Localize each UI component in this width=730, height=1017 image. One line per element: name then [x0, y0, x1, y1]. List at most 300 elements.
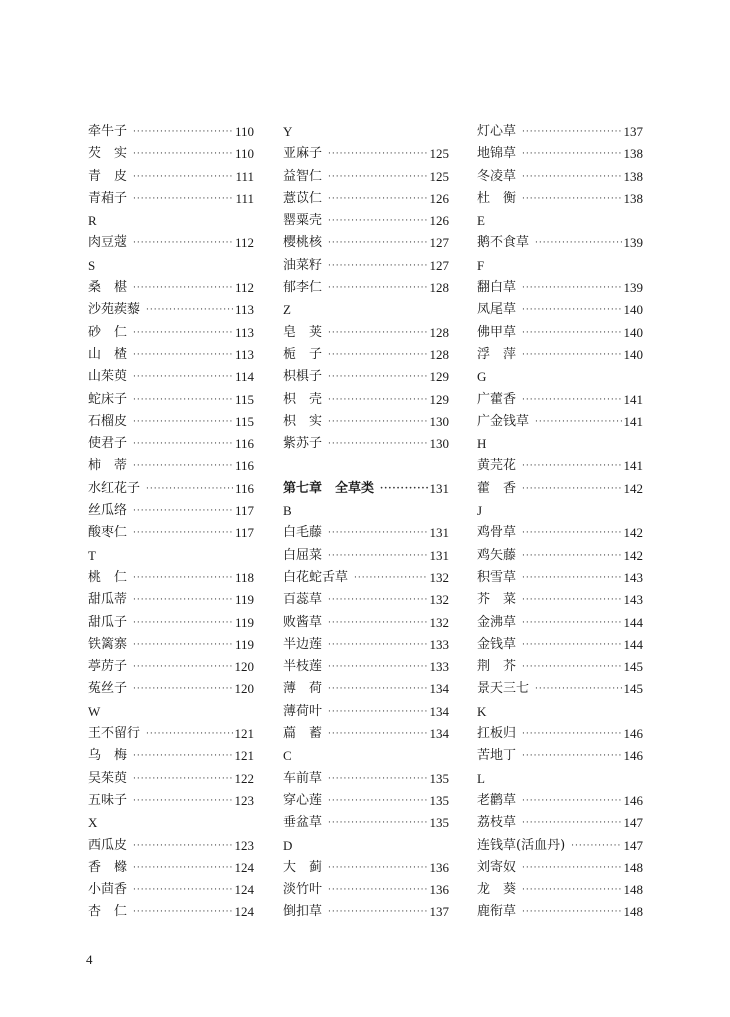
- entry-page-number: 133: [429, 636, 449, 652]
- letter-heading: Z: [283, 302, 291, 318]
- dot-leader: [522, 656, 621, 678]
- entry-name: 青葙子: [88, 190, 128, 206]
- entry-name: 栀 子: [283, 346, 323, 362]
- dot-leader: [133, 411, 233, 433]
- letter-heading: K: [477, 703, 487, 719]
- entry-page-number: 119: [234, 592, 254, 608]
- index-entry: [283, 433, 449, 455]
- dot-leader: [328, 232, 427, 254]
- entry-name: 浮 萍: [477, 346, 517, 362]
- entry-page-number: 148: [623, 859, 643, 875]
- dot-leader: [328, 322, 427, 344]
- index-entry: [477, 678, 643, 700]
- letter-heading: D: [283, 837, 293, 853]
- entry-page-number: 131: [429, 525, 449, 541]
- dot-leader: [328, 701, 427, 723]
- chapter-heading: [283, 478, 449, 500]
- index-entry: [88, 411, 254, 433]
- entry-page-number: 148: [623, 904, 643, 920]
- dot-leader: [133, 857, 232, 879]
- index-entry: [88, 612, 254, 634]
- entry-page-number: 121: [234, 748, 254, 764]
- entry-name: 垂盆草: [283, 815, 323, 831]
- dot-leader: [133, 790, 232, 812]
- entry-name: 金沸草: [477, 614, 517, 630]
- entry-name: 使君子: [88, 436, 128, 452]
- entry-name: 半边莲: [283, 636, 323, 652]
- entry-name: 甜瓜蒂: [88, 592, 128, 608]
- entry-page-number: 140: [623, 302, 643, 318]
- index-entry: [477, 790, 643, 812]
- entry-page-number: 124: [234, 904, 254, 920]
- index-entry: [283, 411, 449, 433]
- entry-page-number: 146: [623, 792, 643, 808]
- entry-name: 杜 衡: [477, 190, 517, 206]
- dot-leader: [133, 656, 232, 678]
- index-entry: [88, 188, 254, 210]
- entry-page-number: 130: [429, 436, 449, 452]
- index-column-1: [88, 121, 254, 924]
- entry-page-number: 129: [429, 369, 449, 385]
- index-entry: [477, 634, 643, 656]
- entry-name: 牵牛子: [88, 124, 128, 139]
- index-entry: [477, 344, 643, 366]
- entry-page-number: 116: [234, 436, 254, 452]
- entry-name: 龙 葵: [477, 882, 517, 898]
- entry-page-number: 147: [623, 815, 643, 831]
- index-entry: [88, 277, 254, 299]
- entry-name: 薄荷叶: [283, 703, 323, 719]
- entry-page-number: 141: [623, 413, 643, 429]
- entry-name: 石榴皮: [88, 413, 128, 429]
- entry-page-number: 140: [623, 346, 643, 362]
- entry-page-number: 134: [429, 726, 449, 742]
- entry-page-number: 133: [429, 659, 449, 675]
- entry-page-number: 143: [623, 569, 643, 585]
- dot-leader: [146, 478, 233, 500]
- entry-page-number: 145: [623, 659, 643, 675]
- entry-page-number: 111: [235, 168, 254, 184]
- dot-leader: [133, 188, 233, 210]
- dot-leader: [133, 567, 233, 589]
- entry-name: 倒扣草: [283, 904, 323, 920]
- entry-page-number: 148: [623, 882, 643, 898]
- letter-heading: J: [477, 503, 483, 519]
- entry-page-number: 141: [623, 391, 643, 407]
- entry-name: 小茴香: [88, 882, 128, 898]
- dot-leader: [522, 879, 621, 901]
- entry-name: 鸡矢藤: [477, 547, 517, 563]
- entry-name: 紫苏子: [283, 436, 323, 452]
- page-number: 4: [86, 952, 93, 967]
- entry-page-number: 146: [623, 748, 643, 764]
- dot-leader: [522, 121, 621, 143]
- dot-leader: [522, 745, 621, 767]
- entry-name: 沙苑蒺藜: [88, 302, 141, 318]
- entry-name: 金钱草: [477, 636, 517, 652]
- entry-name: 老鹳草: [477, 792, 517, 808]
- index-entry: [477, 143, 643, 165]
- entry-name: 败酱草: [283, 614, 323, 630]
- entry-page-number: 140: [623, 324, 643, 340]
- entry-name: 桃 仁: [88, 569, 128, 585]
- entry-name: 荆 芥: [477, 659, 517, 675]
- index-entry: [477, 612, 643, 634]
- entry-page-number: 129: [429, 391, 449, 407]
- entry-name: 丝瓜络: [88, 503, 128, 519]
- entry-page-number: 137: [429, 904, 449, 920]
- entry-name: 百蕊草: [283, 592, 323, 608]
- dot-leader: [328, 522, 427, 544]
- spacer: [283, 455, 449, 477]
- index-column-3: [477, 121, 643, 924]
- dot-leader: [328, 433, 427, 455]
- index-entry: [283, 678, 449, 700]
- index-entry: [477, 812, 643, 834]
- entry-page-number: 117: [234, 525, 254, 541]
- entry-name: 扛板归: [477, 726, 517, 742]
- dot-leader: [328, 188, 427, 210]
- entry-page-number: 124: [234, 882, 254, 898]
- entry-page-number: 141: [623, 458, 643, 474]
- letter-heading: H: [477, 436, 487, 452]
- entry-name: 车前草: [283, 770, 323, 786]
- dot-leader: [328, 723, 427, 745]
- index-entry: [477, 455, 643, 477]
- entry-page-number: 112: [234, 280, 254, 296]
- dot-leader: [133, 500, 233, 522]
- dot-leader: [328, 344, 427, 366]
- entry-name: 淡竹叶: [283, 882, 323, 898]
- dot-leader: [522, 143, 621, 165]
- entry-page-number: 134: [429, 681, 449, 697]
- dot-leader: [522, 589, 621, 611]
- dot-leader: [133, 745, 232, 767]
- index-entry: [283, 701, 449, 723]
- entry-page-number: 115: [234, 391, 254, 407]
- dot-leader: [522, 344, 621, 366]
- dot-leader: [133, 322, 233, 344]
- dot-leader: [328, 411, 427, 433]
- dot-leader: [133, 389, 233, 411]
- dot-leader: [328, 210, 427, 232]
- index-entry: [283, 277, 449, 299]
- entry-page-number: 119: [234, 636, 254, 652]
- entry-name: 乌 梅: [88, 748, 128, 764]
- entry-page-number: 146: [623, 726, 643, 742]
- entry-name: 皂 荚: [283, 324, 323, 340]
- index-entry: [88, 790, 254, 812]
- index-entry: [477, 166, 643, 188]
- index-entry: [477, 656, 643, 678]
- dot-leader: [522, 478, 621, 500]
- index-entry: [88, 389, 254, 411]
- entry-page-number: 135: [429, 792, 449, 808]
- entry-page-number: 132: [429, 569, 449, 585]
- dot-leader: [522, 723, 621, 745]
- dot-leader: [133, 835, 232, 857]
- index-entry: [88, 143, 254, 165]
- entry-name: 冬凌草: [477, 168, 517, 184]
- entry-page-number: 121: [234, 726, 254, 742]
- entry-name: 枳 壳: [283, 391, 323, 407]
- entry-page-number: 147: [623, 837, 643, 853]
- index-entry: [283, 589, 449, 611]
- index-entry: [88, 478, 254, 500]
- dot-leader: [522, 455, 621, 477]
- entry-page-number: 125: [429, 168, 449, 184]
- entry-page-number: 116: [234, 458, 254, 474]
- index-entry: [477, 545, 643, 567]
- index-entry: [283, 210, 449, 232]
- entry-name: 薄 荷: [283, 681, 323, 697]
- index-entry: [477, 567, 643, 589]
- index-entry: [477, 121, 643, 143]
- index-entry: [283, 634, 449, 656]
- letter-heading: T: [88, 547, 96, 563]
- dot-leader: [571, 835, 621, 857]
- entry-name: 水红花子: [88, 480, 141, 496]
- entry-page-number: 124: [234, 859, 254, 875]
- entry-page-number: 128: [429, 280, 449, 296]
- index-entry: [283, 567, 449, 589]
- dot-leader: [133, 901, 232, 923]
- index-entry: [477, 522, 643, 544]
- entry-name: 半枝莲: [283, 659, 323, 675]
- dot-leader: [328, 634, 427, 656]
- entry-page-number: 136: [429, 882, 449, 898]
- dot-leader: [328, 255, 427, 277]
- entry-page-number: 142: [623, 525, 643, 541]
- entry-page-number: 113: [234, 302, 254, 318]
- dot-leader: [133, 121, 233, 143]
- entry-name: 积雪草: [477, 569, 517, 585]
- entry-name: 吴茱萸: [88, 770, 128, 786]
- dot-leader: [133, 612, 233, 634]
- dot-leader: [133, 768, 232, 790]
- dot-leader: [328, 656, 427, 678]
- index-entry: [88, 901, 254, 923]
- entry-name: 山 楂: [88, 346, 128, 362]
- entry-page-number: 138: [623, 190, 643, 206]
- index-entry: [88, 768, 254, 790]
- letter-heading: C: [283, 748, 292, 764]
- entry-page-number: 137: [623, 124, 643, 139]
- index-entry: [283, 723, 449, 745]
- entry-name: 西瓜皮: [88, 837, 128, 853]
- entry-page-number: 142: [623, 480, 643, 496]
- entry-page-number: 145: [623, 681, 643, 697]
- index-entry: [88, 500, 254, 522]
- index-entry: [88, 835, 254, 857]
- entry-name: 佛甲草: [477, 324, 517, 340]
- entry-name: 葶苈子: [88, 659, 128, 675]
- entry-page-number: 128: [429, 324, 449, 340]
- dot-leader: [522, 522, 621, 544]
- entry-name: 藿 香: [477, 480, 517, 496]
- entry-name: 广金钱草: [477, 413, 530, 429]
- entry-name: 甜瓜子: [88, 614, 128, 630]
- entry-name: 酸枣仁: [88, 525, 128, 541]
- letter-heading: L: [477, 770, 485, 786]
- dot-leader: [354, 567, 427, 589]
- index-entry: [283, 232, 449, 254]
- index-entry: [283, 322, 449, 344]
- index-entry: [88, 678, 254, 700]
- dot-leader: [133, 433, 233, 455]
- index-entry: [88, 634, 254, 656]
- entry-page-number: 122: [234, 770, 254, 786]
- dot-leader: [133, 522, 233, 544]
- index-entry: [88, 656, 254, 678]
- entry-page-number: 132: [429, 592, 449, 608]
- index-entry: [283, 143, 449, 165]
- entry-page-number: 136: [429, 859, 449, 875]
- entry-name: 凤尾草: [477, 302, 517, 318]
- entry-name: 广藿香: [477, 391, 517, 407]
- entry-name: 肉豆蔻: [88, 235, 128, 251]
- dot-leader: [133, 166, 233, 188]
- entry-page-number: 127: [429, 235, 449, 251]
- dot-leader: [380, 478, 427, 500]
- dot-leader: [133, 277, 233, 299]
- entry-name: 青 皮: [88, 168, 128, 184]
- dot-leader: [535, 678, 621, 700]
- entry-page-number: 130: [429, 413, 449, 429]
- entry-name: 郁李仁: [283, 280, 323, 296]
- entry-page-number: 138: [623, 168, 643, 184]
- index-entry: [88, 121, 254, 143]
- index-entry: [283, 188, 449, 210]
- entry-page-number: 119: [234, 614, 254, 630]
- entry-page-number: 139: [623, 235, 643, 251]
- dot-leader: [328, 612, 427, 634]
- entry-name: 地锦草: [477, 146, 517, 162]
- entry-page-number: 118: [234, 569, 254, 585]
- dot-leader: [133, 634, 233, 656]
- entry-page-number: 138: [623, 146, 643, 162]
- dot-leader: [522, 812, 621, 834]
- dot-leader: [146, 723, 232, 745]
- entry-page-number: 126: [429, 213, 449, 229]
- dot-leader: [328, 166, 427, 188]
- entry-name: 杏 仁: [88, 904, 128, 920]
- entry-name: 白屈菜: [283, 547, 323, 563]
- dot-leader: [522, 790, 621, 812]
- dot-leader: [522, 166, 621, 188]
- dot-leader: [133, 143, 233, 165]
- dot-leader: [535, 411, 621, 433]
- entry-name: 萹 蓄: [283, 726, 323, 742]
- index-entry: [477, 589, 643, 611]
- index-entry: [283, 389, 449, 411]
- index-entry: [477, 879, 643, 901]
- index-entry: [477, 188, 643, 210]
- index-entry: [283, 768, 449, 790]
- dot-leader: [522, 612, 621, 634]
- dot-leader: [328, 812, 427, 834]
- index-entry: [283, 255, 449, 277]
- dot-leader: [522, 857, 621, 879]
- dot-leader: [328, 857, 427, 879]
- entry-page-number: 144: [623, 614, 643, 630]
- entry-page-number: 128: [429, 346, 449, 362]
- entry-name: 铁篱寨: [88, 636, 128, 652]
- dot-leader: [522, 299, 621, 321]
- index-entry: [88, 857, 254, 879]
- dot-leader: [133, 344, 233, 366]
- dot-leader: [522, 322, 621, 344]
- dot-leader: [328, 790, 427, 812]
- dot-leader: [133, 455, 233, 477]
- entry-page-number: 116: [234, 480, 254, 496]
- dot-leader: [328, 589, 427, 611]
- entry-name: 鸡骨草: [477, 525, 517, 541]
- entry-name: 鹅不食草: [477, 235, 530, 251]
- index-entry: [88, 522, 254, 544]
- entry-name: 枳 实: [283, 413, 323, 429]
- entry-name: 第七章 全草类: [283, 480, 375, 496]
- index-entry: [477, 901, 643, 923]
- entry-name: 穿心莲: [283, 792, 323, 808]
- entry-page-number: 114: [234, 369, 254, 385]
- dot-leader: [328, 545, 427, 567]
- dot-leader: [328, 277, 427, 299]
- entry-page-number: 120: [234, 681, 254, 697]
- letter-heading: R: [88, 213, 97, 229]
- index-entry: [283, 545, 449, 567]
- entry-name: 连钱草(活血丹): [477, 837, 566, 853]
- dot-leader: [328, 143, 427, 165]
- entry-name: 桑 椹: [88, 280, 128, 296]
- dot-leader: [522, 545, 621, 567]
- entry-page-number: 131: [429, 480, 449, 496]
- index-entry: [477, 745, 643, 767]
- dot-leader: [133, 879, 232, 901]
- entry-page-number: 112: [234, 235, 254, 251]
- letter-heading: X: [88, 815, 98, 831]
- dot-leader: [328, 678, 427, 700]
- entry-page-number: 120: [234, 659, 254, 675]
- dot-leader: [133, 589, 233, 611]
- entry-page-number: 143: [623, 592, 643, 608]
- index-entry: [477, 389, 643, 411]
- dot-leader: [328, 366, 427, 388]
- index-entry: [477, 232, 643, 254]
- dot-leader: [133, 366, 233, 388]
- entry-name: 罂粟壳: [283, 213, 323, 229]
- letter-heading: S: [88, 257, 96, 273]
- index-entry: [477, 411, 643, 433]
- index-entry: [283, 522, 449, 544]
- entry-name: 柿 蒂: [88, 458, 128, 474]
- index-entry: [88, 299, 254, 321]
- index-entry: [88, 567, 254, 589]
- index-entry: [477, 857, 643, 879]
- entry-name: 白毛藤: [283, 525, 323, 541]
- entry-page-number: 115: [234, 413, 254, 429]
- index-entry: [88, 589, 254, 611]
- entry-page-number: 113: [234, 324, 254, 340]
- index-entry: [283, 166, 449, 188]
- entry-page-number: 123: [234, 837, 254, 853]
- index-entry: [477, 723, 643, 745]
- entry-name: 油菜籽: [283, 257, 323, 273]
- letter-heading: Y: [283, 124, 293, 139]
- index-entry: [88, 455, 254, 477]
- index-entry: [88, 166, 254, 188]
- index-entry: [88, 366, 254, 388]
